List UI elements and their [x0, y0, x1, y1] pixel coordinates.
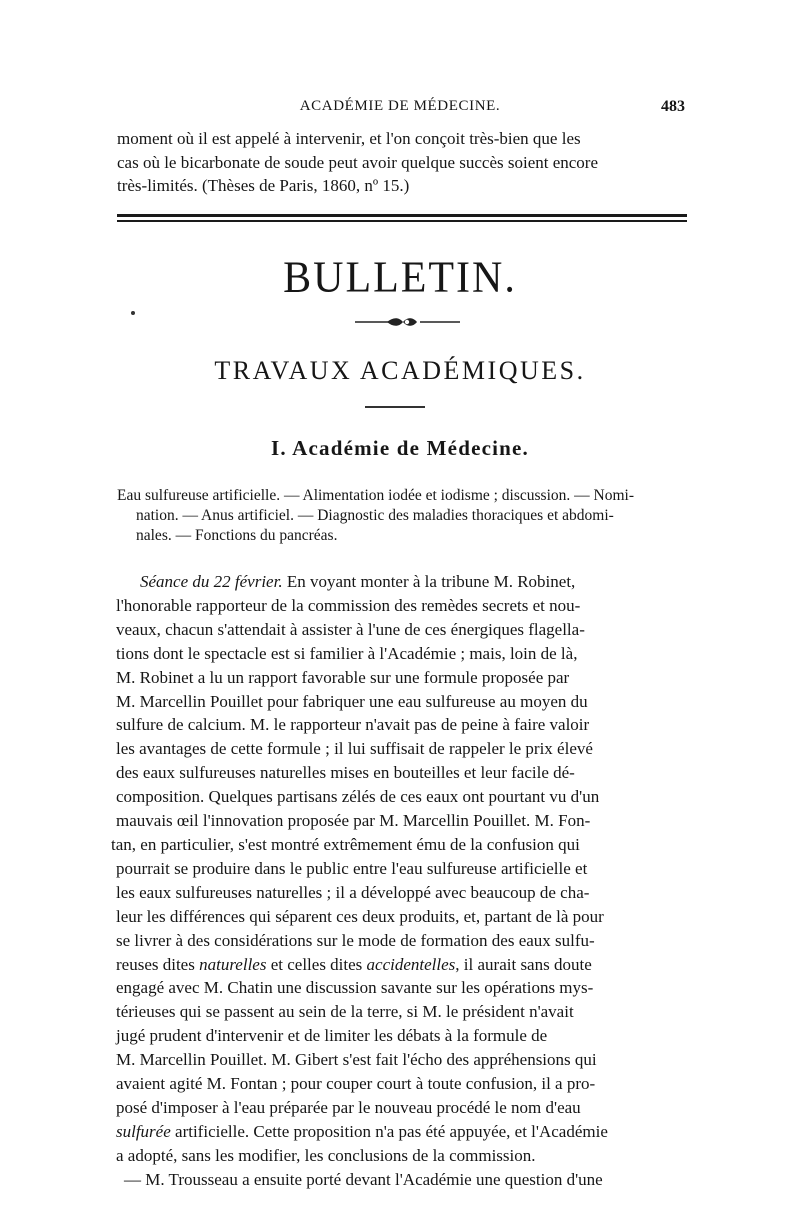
thick-rule — [117, 214, 687, 217]
body-line-text: et celles dites — [266, 954, 367, 974]
body-line — [116, 1120, 691, 1144]
summary-line: nation. — Anus artificiel. — Diagnostic des maladies thoraciques et abdomi- — [136, 507, 614, 524]
session-date: Séance du 22 février. — [140, 572, 283, 591]
body-line: l'honorable rapporteur de la commission des remèdes secrets et nou- — [116, 595, 581, 615]
intro-paragraph — [117, 127, 689, 198]
page-number: 483 — [661, 98, 685, 115]
body-line-text: reuses dites — [116, 954, 200, 974]
body-line: leur les différences qui séparent ces deux produits, et, partant de là pour — [116, 906, 604, 926]
body-line: avaient agité M. Fontan ; pour couper court à toute confusion, il a pro- — [116, 1074, 596, 1094]
ink-speck — [131, 311, 135, 315]
body-line — [116, 953, 691, 977]
section-heading: TRAVAUX ACADÉMIQUES. — [214, 356, 586, 385]
body-line: les eaux sulfureuses naturelles ; il a développé avec beaucoup de cha- — [116, 882, 590, 902]
summary-line: nales. — Fonctions du pancréas. — [136, 527, 338, 544]
body-line: se livrer à des considérations sur le mode de formation des eaux sulfu- — [116, 930, 595, 950]
running-title: ACADÉMIE DE MÉDECINE. — [299, 98, 501, 114]
short-rule — [365, 406, 425, 408]
body-line-text: En voyant monter à la tribune M. Robinet, — [282, 572, 576, 591]
body-line: composition. Quelques partisans zélés de ces eaux ont pourtant vu d'un — [116, 787, 600, 807]
ornament-divider-icon — [355, 316, 460, 328]
body-line: sulfure de calcium. M. le rapporteur n'avait pas de peine à faire valoir — [116, 715, 590, 735]
italic-term: accidentelles — [366, 954, 456, 974]
body-line-text: artificielle. Cette proposition n'a pas été appuyée, et l'Académie — [170, 1121, 608, 1141]
body-line: M. Marcellin Pouillet pour fabriquer une eau sulfureuse au moyen du — [116, 691, 588, 711]
body-line: des eaux sulfureuses naturelles mises en bouteilles et leur facile dé- — [116, 763, 575, 783]
body-line-text: , il aurait sans doute — [455, 954, 592, 974]
body-line — [116, 570, 691, 594]
body-line: jugé prudent d'intervenir et de limiter les débats à la formule de — [116, 1026, 548, 1046]
double-rule-divider — [117, 214, 687, 224]
intro-line: moment où il est appelé à intervenir, et l'on conçoit très-bien que les — [117, 129, 581, 148]
subsection-title: I. Académie de Médecine. — [271, 436, 529, 460]
intro-line: très-limités. (Thèses de Paris, 1860, nº 15.) — [117, 176, 410, 195]
body-line: veaux, chacun s'attendait à assister à l'une de ces énergiques flagella- — [116, 619, 585, 639]
body-line: posé d'imposer à l'eau préparée par le nouveau procédé le nom d'eau — [116, 1097, 581, 1117]
intro-line: cas où le bicarbonate de soude peut avoir quelque succès soient encore — [117, 152, 599, 172]
thin-rule — [117, 220, 687, 222]
body-line: tan, en particulier, s'est montré extrêmement ému de la confusion qui — [111, 834, 580, 854]
italic-term: naturelles — [199, 954, 267, 974]
italic-term: sulfurée — [116, 1121, 171, 1141]
running-head — [115, 98, 685, 122]
body-line: M. Robinet a lu un rapport favorable sur une formule proposée par — [116, 667, 570, 687]
body-line: a adopté, sans les modifier, les conclusions de la commission. — [116, 1145, 536, 1165]
body-line: pourrait se produire dans le public entre l'eau sulfureuse artificielle et — [116, 858, 588, 878]
body-line: engagé avec M. Chatin une discussion savante sur les opérations mys- — [116, 978, 594, 998]
body-line: les avantages de cette formule ; il lui suffisait de rappeler le prix élevé — [116, 739, 593, 759]
body-line: tions dont le spectacle est si familier à l'Académie ; mais, loin de là, — [116, 643, 578, 663]
body-line: — M. Trousseau a ensuite porté devant l'Académie une question d'une — [124, 1169, 603, 1189]
body-line: térieuses qui se passent au sein de la terre, si M. le président n'avait — [116, 1002, 574, 1022]
body-line: mauvais œil l'innovation proposée par M. Marcellin Pouillet. M. Fon- — [116, 811, 591, 831]
summary-line: Eau sulfureuse artificielle. — Alimentation iodée et iodisme ; discussion. — Nomi- — [117, 487, 634, 504]
body-paragraph — [111, 570, 691, 1192]
body-line: M. Marcellin Pouillet. M. Gibert s'est fait l'écho des appréhensions qui — [116, 1050, 597, 1070]
summary-block — [117, 486, 692, 546]
bulletin-title: BULLETIN. — [283, 253, 517, 303]
